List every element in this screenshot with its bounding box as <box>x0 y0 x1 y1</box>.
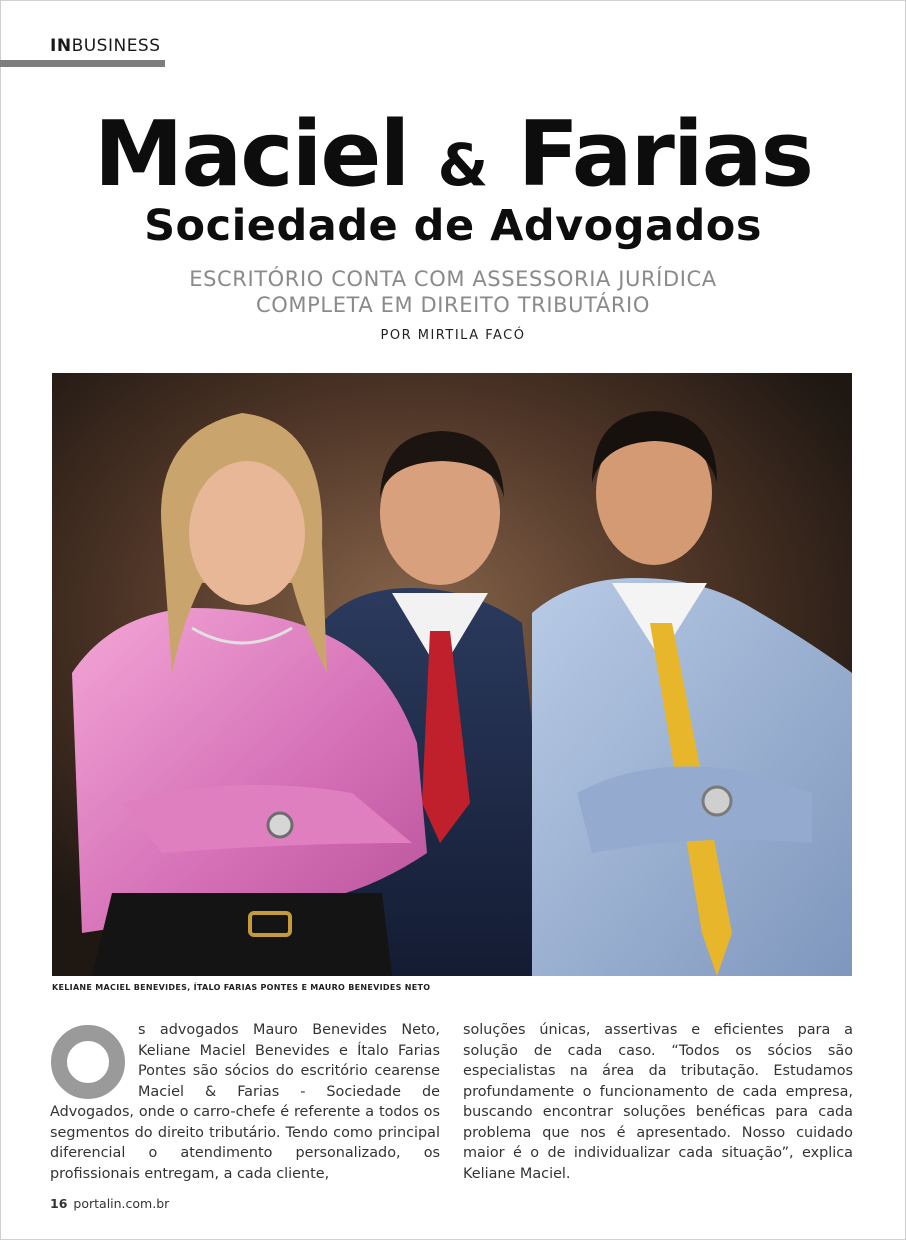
section-tag <box>50 36 161 56</box>
byline: POR MIRTILA FACÓ <box>380 328 526 343</box>
title-part1: Maciel <box>93 102 409 207</box>
body-text-right: soluções únicas, assertivas e eficientes para a solução de cada caso. “Todos os sócios são especialistas na área da tributação. Estudamos profundamente o funcionamento de cada empresa, buscando encontrar soluções benéficas para cada problema que nos é apresentado. Nosso cuidado maior é o de individualizar cada situação”, explica Keliane Maciel. <box>463 1022 853 1182</box>
title-part2: Farias <box>517 102 813 207</box>
body-column-left <box>50 1020 440 1184</box>
portrait-illustration <box>52 373 852 976</box>
page-footer <box>50 1196 169 1211</box>
page-number: 16 <box>50 1196 68 1211</box>
article-title <box>0 102 906 207</box>
article-deck <box>0 266 906 318</box>
body-column-right <box>463 1020 853 1184</box>
article-subtitle: Sociedade de Advogados <box>144 201 762 251</box>
section-tag-rest: BUSINESS <box>71 36 161 56</box>
dropcap-o <box>50 1024 126 1100</box>
title-ampersand: & <box>437 131 489 199</box>
feature-photo <box>52 373 852 976</box>
body-text-left: s advogados Mauro Benevides Neto, Keliane Maciel Benevides e Ítalo Farias Pontes são sócios do escritório cearense Maciel & Farias - Sociedade de Advogados, onde o carro-chefe é referente a todos os segmentos do direito tributário. Tendo como principal diferencial o atendimento personalizado, os profissionais entregam, a cada cliente, <box>50 1022 440 1182</box>
deck-line-2: COMPLETA EM DIREITO TRIBUTÁRIO <box>256 293 650 317</box>
section-bar <box>0 60 165 67</box>
photo-caption: KELIANE MACIEL BENEVIDES, ÍTALO FARIAS PONTES E MAURO BENEVIDES NETO <box>52 983 431 992</box>
site-url: portalin.com.br <box>73 1196 170 1211</box>
section-tag-bold: IN <box>50 36 72 56</box>
deck-line-1: ESCRITÓRIO CONTA COM ASSESSORIA JURÍDICA <box>189 267 717 291</box>
